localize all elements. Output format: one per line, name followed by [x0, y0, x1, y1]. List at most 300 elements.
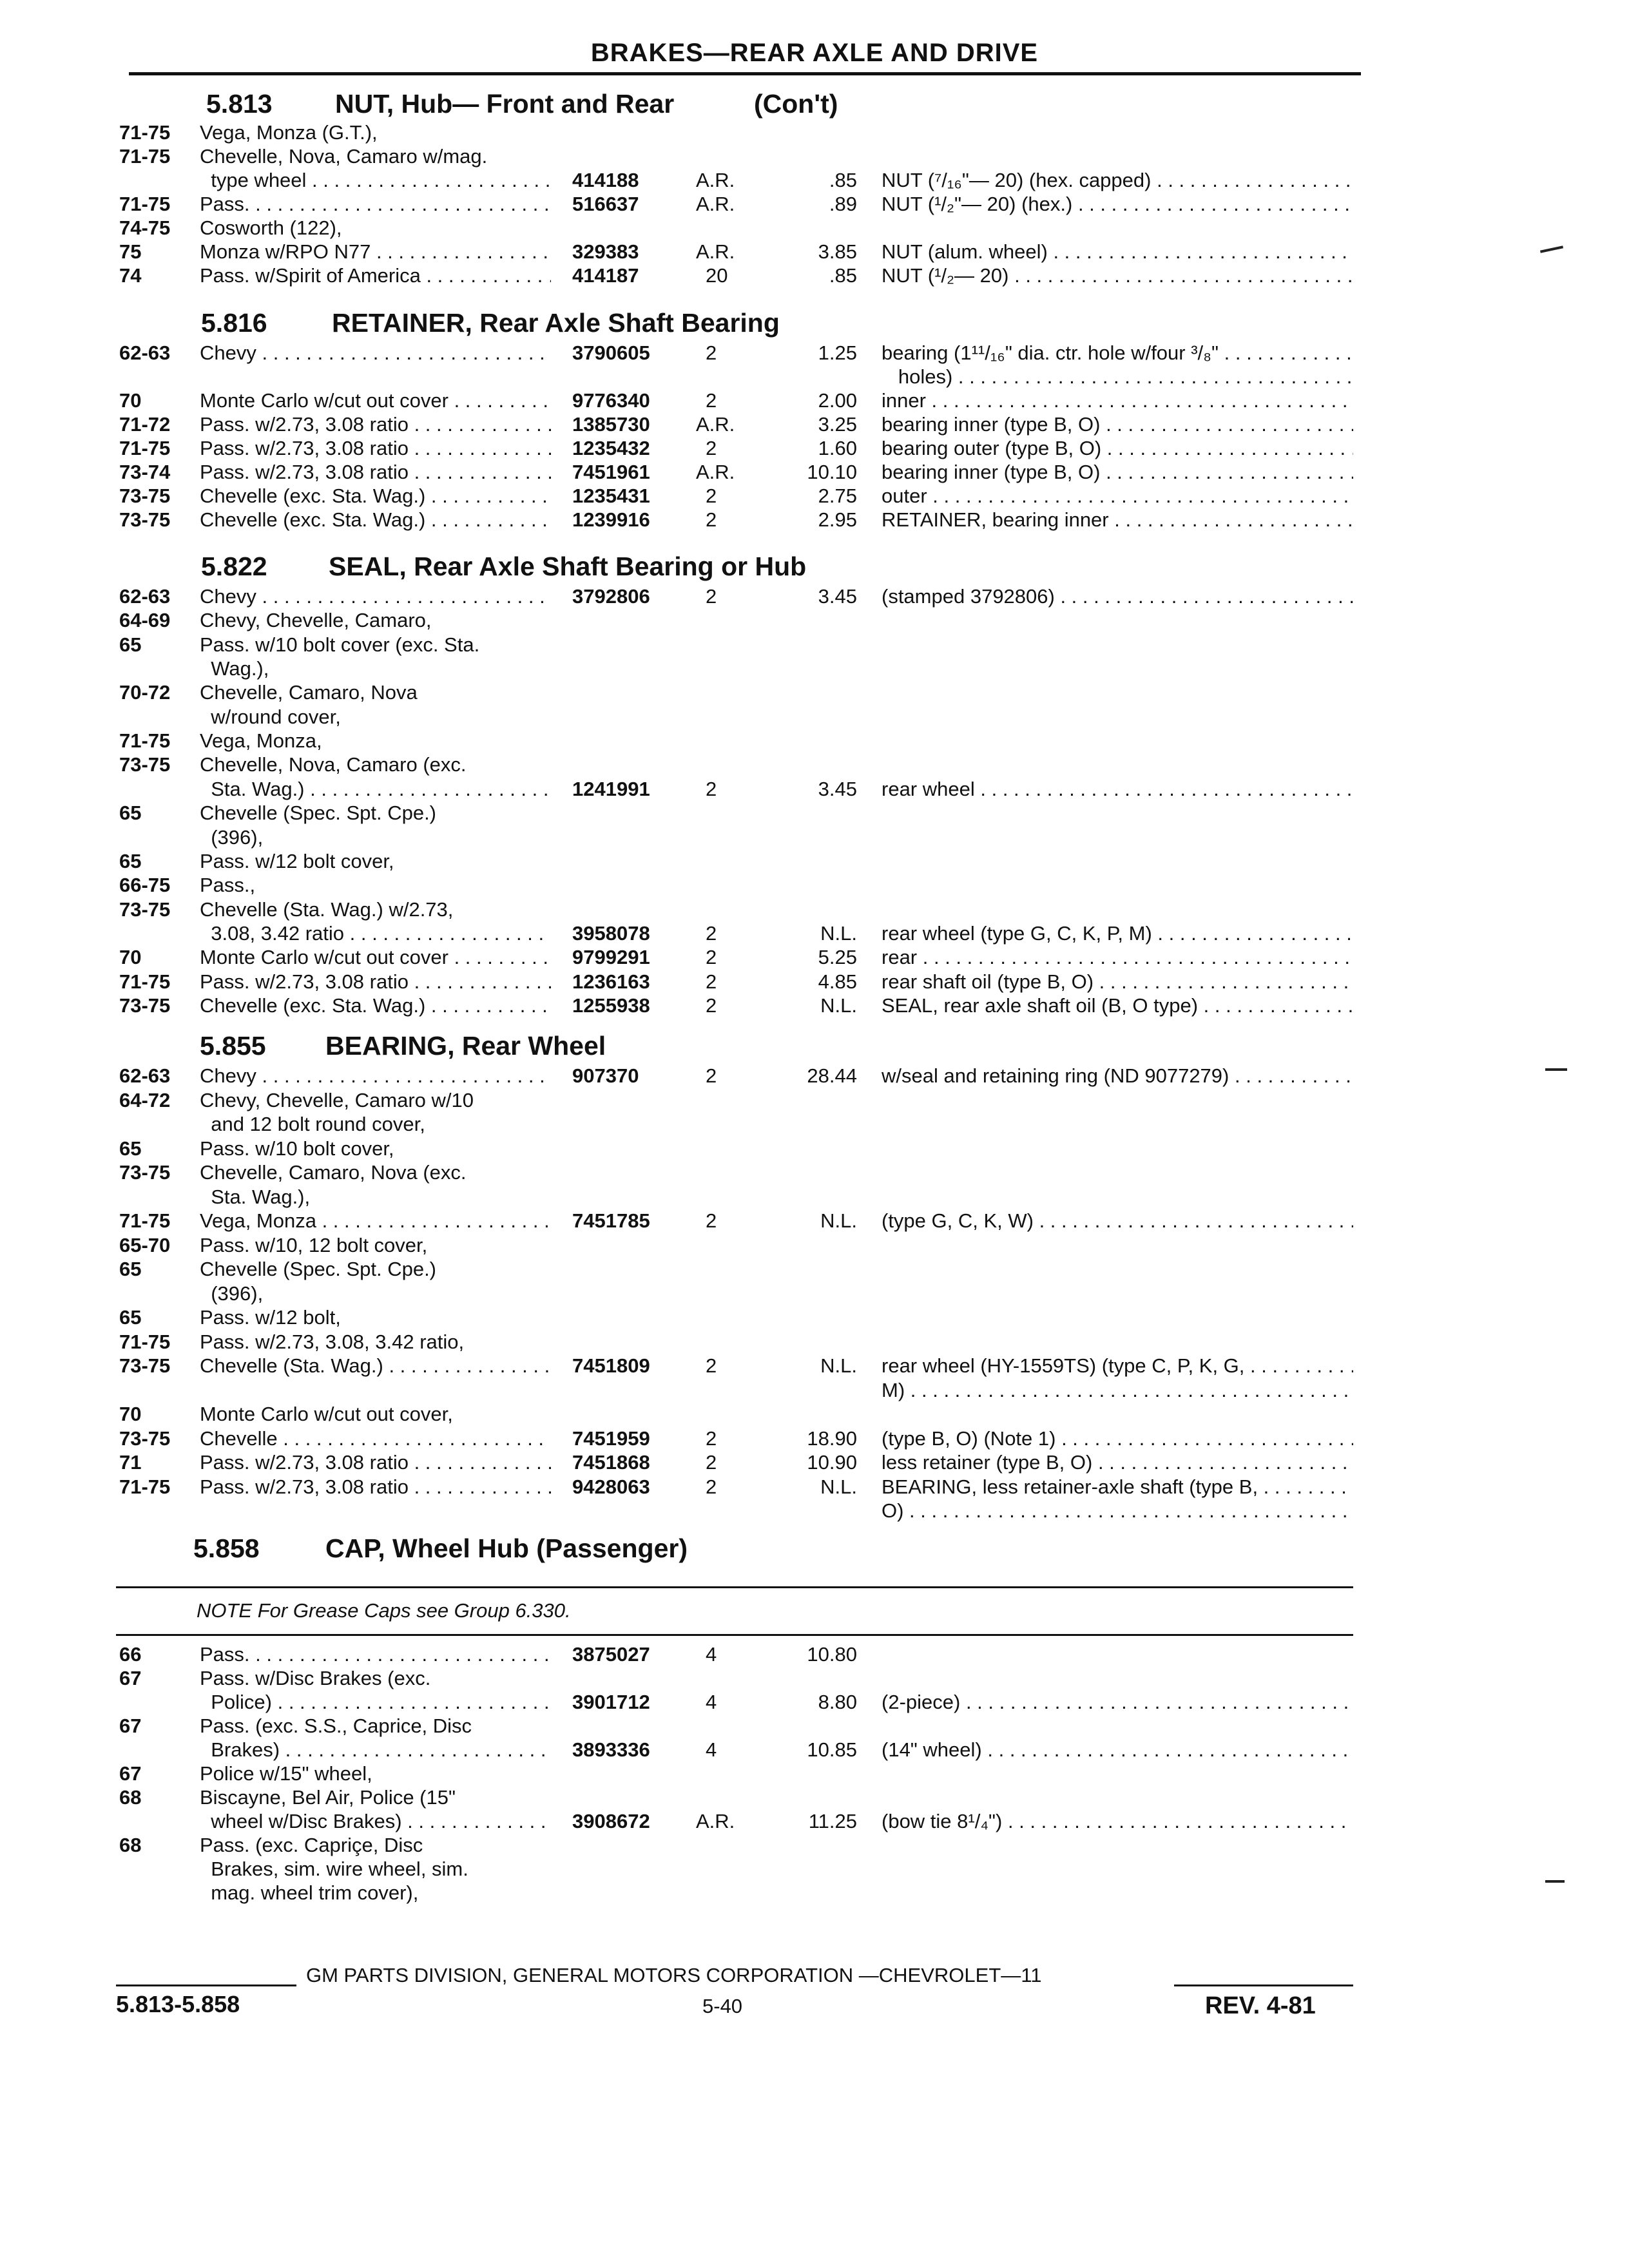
model-years: 74: [119, 264, 142, 287]
description: SEAL, rear axle shaft oil (B, O type) . . .: [882, 994, 1353, 1017]
description: M) . . .: [882, 1379, 1353, 1402]
part-number: 329383: [572, 240, 639, 263]
application: Pass. w/10 bolt cover (exc. Sta.: [200, 633, 480, 656]
table-row: [0, 633, 1629, 657]
quantity: 2: [706, 585, 717, 608]
application: Pass. w/12 bolt,: [200, 1306, 341, 1329]
part-number: 1255938: [572, 994, 650, 1017]
model-years: 71-75: [119, 729, 171, 752]
section-title: SEAL, Rear Axle Shaft Bearing or Hub: [329, 552, 807, 581]
price: 1.25: [818, 341, 857, 364]
application: Chevy . . .: [200, 1064, 551, 1088]
description: outer . . .: [882, 485, 1353, 508]
model-years: 73-75: [119, 1427, 171, 1450]
quantity: A.R.: [696, 1810, 735, 1832]
application: Chevelle, Camaro, Nova: [200, 681, 418, 704]
section-continued: (Con't): [754, 89, 838, 119]
model-years: 74-75: [119, 216, 171, 239]
part-number: 9799291: [572, 946, 650, 968]
note-rule-top: [116, 1586, 1353, 1588]
application: Chevelle (exc. Sta. Wag.) . . .: [200, 994, 551, 1017]
model-years: 70-72: [119, 681, 171, 704]
application: Chevy . . .: [200, 341, 551, 365]
part-number: 7451785: [572, 1209, 650, 1232]
description: rear wheel . . .: [882, 778, 1353, 801]
application: Pass. w/2.73, 3.08 ratio . . .: [200, 1475, 551, 1499]
quantity: A.R.: [696, 413, 735, 436]
table-row: [0, 994, 1629, 1017]
description: NUT (alum. wheel) . . .: [882, 240, 1353, 264]
footer-revision: REV. 4-81: [1205, 1992, 1316, 2019]
application: Chevelle (exc. Sta. Wag.) . . .: [200, 508, 551, 532]
page-title: BRAKES—REAR AXLE AND DRIVE: [590, 39, 1039, 67]
application: and 12 bolt round cover,: [200, 1113, 425, 1135]
table-row: [0, 826, 1629, 849]
quantity: 2: [706, 508, 717, 531]
price: N.L.: [820, 922, 857, 945]
table-row: [0, 413, 1629, 436]
description: (type G, C, K, W) . . .: [882, 1209, 1353, 1233]
application: Chevelle (exc. Sta. Wag.) . . .: [200, 485, 551, 508]
model-years: 71: [119, 1451, 142, 1474]
application: Pass. w/Spirit of America . . .: [200, 264, 551, 287]
price: 18.90: [807, 1427, 857, 1450]
table-row: [0, 706, 1629, 729]
quantity: 2: [706, 970, 717, 993]
table-row: [0, 193, 1629, 216]
section-number: 5.813: [206, 89, 273, 119]
application: Pass. (exc. S.S., Caprice, Disc: [200, 1715, 472, 1737]
part-number: 7451868: [572, 1451, 650, 1474]
description: BEARING, less retainer-axle shaft (type B, . . .: [882, 1475, 1353, 1499]
part-number: 3893336: [572, 1738, 650, 1761]
application: Monte Carlo w/cut out cover . . .: [200, 946, 551, 969]
application: Vega, Monza . . .: [200, 1209, 551, 1233]
table-row: [0, 1786, 1629, 1809]
description: inner . . .: [882, 389, 1353, 412]
application: Biscayne, Bel Air, Police (15": [200, 1786, 456, 1809]
quantity: A.R.: [696, 193, 735, 215]
table-row: [0, 1810, 1629, 1833]
application: Pass. w/2.73, 3.08 ratio . . .: [200, 437, 551, 460]
description: bearing outer (type B, O) . . .: [882, 437, 1353, 460]
application: Chevelle (Sta. Wag.) w/2.73,: [200, 898, 454, 921]
table-row: [0, 946, 1629, 969]
application: Chevelle . . .: [200, 1427, 551, 1450]
table-row: [0, 1331, 1629, 1354]
price: .85: [829, 169, 857, 191]
note-rule-bottom: [116, 1634, 1353, 1636]
quantity: 4: [706, 1738, 717, 1761]
quantity: 2: [706, 922, 717, 945]
table-row: [0, 802, 1629, 825]
model-years: 73-74: [119, 461, 171, 483]
table-row: [0, 389, 1629, 412]
model-years: 62-63: [119, 1064, 171, 1087]
table-row: [0, 1427, 1629, 1450]
part-number: 7451959: [572, 1427, 650, 1450]
application: Chevy . . .: [200, 585, 551, 608]
description: rear wheel (HY-1559TS) (type C, P, K, G, . . .: [882, 1354, 1353, 1378]
description: less retainer (type B, O) . . .: [882, 1451, 1353, 1474]
table-row: [0, 1354, 1629, 1378]
table-row: [0, 898, 1629, 921]
quantity: 2: [706, 1064, 717, 1087]
application: Chevelle, Nova, Camaro w/mag.: [200, 145, 488, 168]
description: bearing inner (type B, O) . . .: [882, 461, 1353, 484]
part-number: 9776340: [572, 389, 650, 412]
application: Pass.,: [200, 874, 256, 896]
table-row: [0, 1475, 1629, 1499]
application: Pass. w/2.73, 3.08, 3.42 ratio,: [200, 1331, 465, 1353]
application: Pass. w/2.73, 3.08 ratio . . .: [200, 461, 551, 484]
price: N.L.: [820, 1475, 857, 1498]
application: Pass. . . .: [200, 193, 551, 216]
table-row: [0, 1834, 1629, 1857]
model-years: 67: [119, 1715, 142, 1737]
application: Monte Carlo w/cut out cover,: [200, 1403, 453, 1425]
application: (396),: [200, 1282, 264, 1305]
part-number: 907370: [572, 1064, 639, 1087]
quantity: 2: [706, 1354, 717, 1377]
part-number: 1235432: [572, 437, 650, 459]
model-years: 65: [119, 1306, 142, 1329]
quantity: 2: [706, 1427, 717, 1450]
table-row: [0, 341, 1629, 365]
application: 3.08, 3.42 ratio . . .: [200, 922, 551, 945]
model-years: 68: [119, 1834, 142, 1856]
application: Pass. w/10 bolt cover,: [200, 1137, 394, 1160]
part-number: 3792806: [572, 585, 650, 608]
quantity: 20: [706, 264, 728, 287]
description: rear shaft oil (type B, O) . . .: [882, 970, 1353, 994]
part-number: 3901712: [572, 1691, 650, 1713]
application: Wag.),: [200, 657, 269, 680]
quantity: A.R.: [696, 240, 735, 263]
quantity: 2: [706, 778, 717, 800]
description: NUT (¹/₂— 20) . . .: [882, 264, 1353, 287]
price: 2.95: [818, 508, 857, 531]
quantity: A.R.: [696, 461, 735, 483]
table-row: [0, 145, 1629, 168]
model-years: 67: [119, 1762, 142, 1785]
model-years: 66-75: [119, 874, 171, 896]
application: Police w/15" wheel,: [200, 1762, 372, 1785]
footer-range: 5.813-5.858: [116, 1991, 240, 2017]
description: bearing (1¹¹/₁₆" dia. ctr. hole w/four ³/₈" . . .: [882, 341, 1353, 365]
application: Vega, Monza (G.T.),: [200, 121, 378, 144]
price: 2.00: [818, 389, 857, 412]
part-number: 7451961: [572, 461, 650, 483]
table-row: [0, 437, 1629, 460]
price: .89: [829, 193, 857, 215]
description: bearing inner (type B, O) . . .: [882, 413, 1353, 436]
model-years: 73-75: [119, 508, 171, 531]
price: N.L.: [820, 994, 857, 1017]
footer-rule-left: [116, 1984, 296, 1986]
quantity: 2: [706, 437, 717, 459]
model-years: 65: [119, 850, 142, 872]
price: 3.45: [818, 778, 857, 800]
price: 10.10: [807, 461, 857, 483]
table-row: [0, 1064, 1629, 1088]
model-years: 73-75: [119, 1161, 171, 1184]
section-number: 5.822: [201, 552, 267, 581]
application: Chevelle (Sta. Wag.) . . .: [200, 1354, 551, 1378]
price: 10.85: [807, 1738, 857, 1761]
quantity: 2: [706, 1209, 717, 1232]
price: 28.44: [807, 1064, 857, 1087]
application: Brakes) . . .: [200, 1738, 551, 1762]
model-years: 73-75: [119, 994, 171, 1017]
model-years: 71-72: [119, 413, 171, 436]
price: .85: [829, 264, 857, 287]
part-number: 3958078: [572, 922, 650, 945]
model-years: 73-75: [119, 1354, 171, 1377]
price: 1.60: [818, 437, 857, 459]
quantity: 4: [706, 1643, 717, 1666]
section-title: BEARING, Rear Wheel: [325, 1031, 606, 1061]
application: Chevelle (Spec. Spt. Cpe.): [200, 1258, 437, 1280]
quantity: 2: [706, 1451, 717, 1474]
application: Pass. w/2.73, 3.08 ratio . . .: [200, 413, 551, 436]
application: Cosworth (122),: [200, 216, 342, 239]
price: 2.75: [818, 485, 857, 507]
application: Vega, Monza,: [200, 729, 322, 752]
part-number: 1235431: [572, 485, 650, 507]
table-row: [0, 461, 1629, 484]
application: Pass. w/2.73, 3.08 ratio . . .: [200, 970, 551, 994]
model-years: 65: [119, 1137, 142, 1160]
table-row: [0, 1209, 1629, 1233]
application: Monza w/RPO N77 . . .: [200, 240, 551, 264]
model-years: 70: [119, 1403, 142, 1425]
description: rear wheel (type G, C, K, P, M) . . .: [882, 922, 1353, 945]
model-years: 71-75: [119, 1209, 171, 1232]
model-years: 64-69: [119, 609, 171, 631]
table-row: [0, 365, 1629, 389]
price: N.L.: [820, 1209, 857, 1232]
grease-caps-note: NOTE For Grease Caps see Group 6.330.: [197, 1599, 571, 1622]
description: O) . . .: [882, 1499, 1353, 1523]
section-number: 5.816: [201, 308, 267, 338]
model-years: 71-75: [119, 437, 171, 459]
application: Chevelle (Spec. Spt. Cpe.): [200, 802, 437, 824]
quantity: 4: [706, 1691, 717, 1713]
model-years: 65: [119, 1258, 142, 1280]
part-number: 3790605: [572, 341, 650, 364]
price: 3.85: [818, 240, 857, 263]
description: NUT (⁷/₁₆"— 20) (hex. capped) . . .: [882, 169, 1353, 192]
model-years: 67: [119, 1667, 142, 1689]
table-row: [0, 1499, 1629, 1523]
application: Chevelle, Camaro, Nova (exc.: [200, 1161, 467, 1184]
table-row: [0, 485, 1629, 508]
application: wheel w/Disc Brakes) . . .: [200, 1810, 551, 1833]
quantity: 2: [706, 1475, 717, 1498]
application: Chevy, Chevelle, Camaro w/10: [200, 1089, 474, 1111]
part-number: 3908672: [572, 1810, 650, 1832]
model-years: 65-70: [119, 1234, 171, 1256]
table-row: [0, 657, 1629, 680]
table-row: [0, 1858, 1629, 1881]
table-row: [0, 264, 1629, 287]
quantity: 2: [706, 994, 717, 1017]
table-row: [0, 1306, 1629, 1329]
model-years: 62-63: [119, 585, 171, 608]
model-years: 70: [119, 389, 142, 412]
description: holes) . . .: [882, 365, 1353, 389]
table-row: [0, 240, 1629, 264]
application: Pass. (exc. Capriçe, Disc: [200, 1834, 423, 1856]
description: (14" wheel) . . .: [882, 1738, 1353, 1762]
table-row: [0, 850, 1629, 873]
part-number: 1239916: [572, 508, 650, 531]
section-number: 5.855: [200, 1031, 266, 1061]
model-years: 68: [119, 1786, 142, 1809]
application: Chevy, Chevelle, Camaro,: [200, 609, 432, 631]
model-years: 73-75: [119, 485, 171, 507]
model-years: 70: [119, 946, 142, 968]
price: 11.25: [808, 1810, 857, 1832]
model-years: 73-75: [119, 898, 171, 921]
section-title: NUT, Hub— Front and Rear: [335, 89, 675, 119]
description: (stamped 3792806) . . .: [882, 585, 1353, 608]
part-number: 414187: [572, 264, 639, 287]
table-row: [0, 1113, 1629, 1136]
price: 10.90: [807, 1451, 857, 1474]
price: 10.80: [807, 1643, 857, 1666]
application: (396),: [200, 826, 264, 849]
part-number: 414188: [572, 169, 639, 191]
footer-publisher: GM PARTS DIVISION, GENERAL MOTORS CORPORATION —CHEVROLET—11: [306, 1964, 1042, 1986]
table-row: [0, 1881, 1629, 1905]
table-row: [0, 753, 1629, 776]
model-years: 71-75: [119, 121, 171, 144]
quantity: 2: [706, 341, 717, 364]
part-number: 516637: [572, 193, 639, 215]
table-row: [0, 1186, 1629, 1209]
model-years: 71-75: [119, 193, 171, 215]
description: (2-piece) . . .: [882, 1691, 1353, 1714]
quantity: 2: [706, 485, 717, 507]
footer-rule-right: [1174, 1984, 1353, 1986]
table-row: [0, 1161, 1629, 1184]
description: RETAINER, bearing inner . . .: [882, 508, 1353, 532]
table-row: [0, 1258, 1629, 1281]
model-years: 62-63: [119, 341, 171, 364]
section-number: 5.858: [193, 1533, 260, 1563]
part-number: 1236163: [572, 970, 650, 993]
description: w/seal and retaining ring (ND 9077279) . . .: [882, 1064, 1353, 1088]
table-row: [0, 778, 1629, 801]
application: Pass. . . .: [200, 1643, 551, 1666]
table-row: [0, 508, 1629, 532]
part-number: 1385730: [572, 413, 650, 436]
application: Sta. Wag.),: [200, 1186, 311, 1208]
section-title: CAP, Wheel Hub (Passenger): [325, 1533, 688, 1563]
table-row: [0, 874, 1629, 897]
part-number: 9428063: [572, 1475, 650, 1498]
margin-mark: [1545, 1068, 1567, 1071]
table-row: [0, 922, 1629, 945]
model-years: 65: [119, 633, 142, 656]
price: 3.25: [818, 413, 857, 436]
price: 4.85: [818, 970, 857, 993]
application: Pass. w/Disc Brakes (exc.: [200, 1667, 431, 1689]
table-row: [0, 121, 1629, 144]
table-row: [0, 1137, 1629, 1160]
model-years: 75: [119, 240, 142, 263]
table-row: [0, 1089, 1629, 1112]
quantity: 2: [706, 389, 717, 412]
table-row: [0, 1715, 1629, 1738]
table-row: [0, 1282, 1629, 1305]
table-row: [0, 681, 1629, 704]
table-row: [0, 1667, 1629, 1690]
model-years: 71-75: [119, 1475, 171, 1498]
table-row: [0, 609, 1629, 632]
part-number: 3875027: [572, 1643, 650, 1666]
description: (bow tie 8¹/₄") . . .: [882, 1810, 1353, 1833]
model-years: 66: [119, 1643, 142, 1666]
model-years: 73-75: [119, 753, 171, 776]
margin-mark: [1545, 1880, 1565, 1883]
price: 3.45: [818, 585, 857, 608]
description: rear . . .: [882, 946, 1353, 969]
price: 5.25: [818, 946, 857, 968]
description: NUT (¹/₂"— 20) (hex.) . . .: [882, 193, 1353, 216]
price: N.L.: [820, 1354, 857, 1377]
model-years: 65: [119, 802, 142, 824]
table-row: [0, 216, 1629, 240]
application: Sta. Wag.) . . .: [200, 778, 551, 801]
table-row: [0, 729, 1629, 753]
application: Pass. w/12 bolt cover,: [200, 850, 394, 872]
application: Police) . . .: [200, 1691, 551, 1714]
application: Pass. w/2.73, 3.08 ratio . . .: [200, 1451, 551, 1474]
table-row: [0, 1762, 1629, 1785]
model-years: 71-75: [119, 1331, 171, 1353]
table-row: [0, 1379, 1629, 1402]
application: Pass. w/10, 12 bolt cover,: [200, 1234, 428, 1256]
model-years: 64-72: [119, 1089, 171, 1111]
table-row: [0, 1643, 1629, 1666]
application: type wheel . . .: [200, 169, 551, 192]
application: Brakes, sim. wire wheel, sim.: [200, 1858, 468, 1880]
part-number: 1241991: [572, 778, 650, 800]
application: mag. wheel trim cover),: [200, 1881, 419, 1904]
application: Monte Carlo w/cut out cover . . .: [200, 389, 551, 412]
section-title: RETAINER, Rear Axle Shaft Bearing: [332, 308, 780, 338]
quantity: A.R.: [696, 169, 735, 191]
table-row: [0, 970, 1629, 994]
table-row: [0, 1403, 1629, 1426]
application: w/round cover,: [200, 706, 341, 728]
table-row: [0, 1738, 1629, 1762]
quantity: 2: [706, 946, 717, 968]
application: Chevelle, Nova, Camaro (exc.: [200, 753, 467, 776]
price: 8.80: [818, 1691, 857, 1713]
footer-page-number: 5-40: [702, 1995, 743, 2017]
description: (type B, O) (Note 1) . . .: [882, 1427, 1353, 1450]
table-row: [0, 585, 1629, 608]
model-years: 71-75: [119, 970, 171, 993]
table-row: [0, 1691, 1629, 1714]
model-years: 71-75: [119, 145, 171, 168]
table-row: [0, 1451, 1629, 1474]
table-row: [0, 1234, 1629, 1257]
